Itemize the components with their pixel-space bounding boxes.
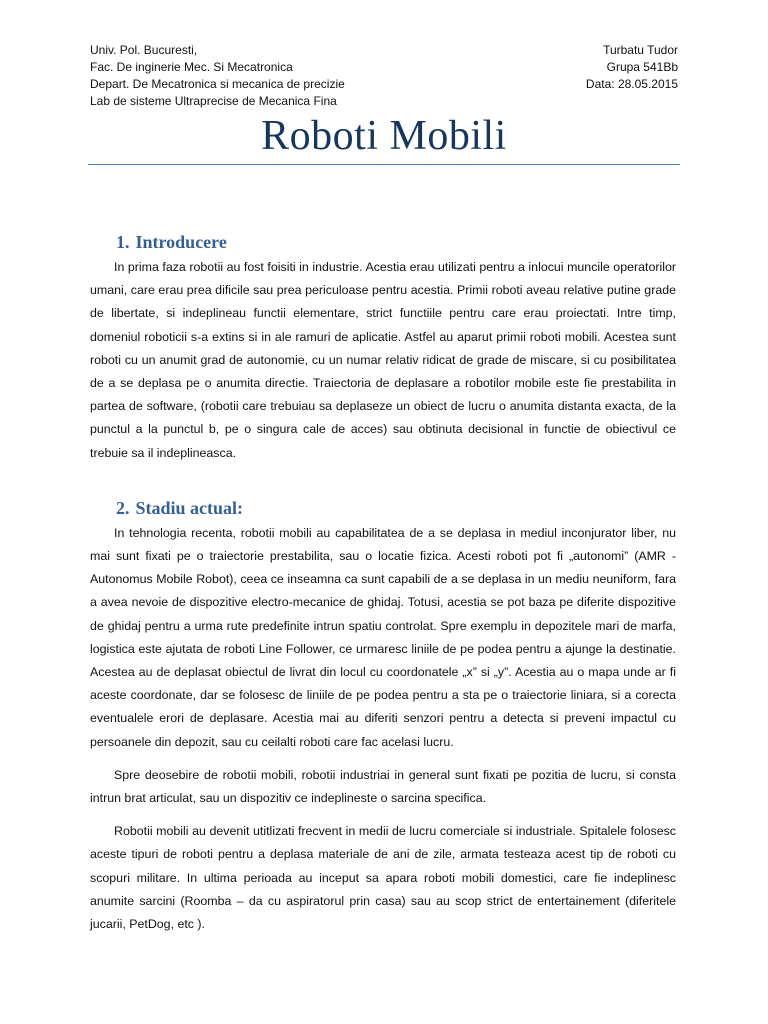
title-divider [88,164,680,165]
paragraph-spacer [90,754,676,764]
paragraph-spacer [90,810,676,820]
group-label: Grupa 541Bb [606,60,678,74]
section-heading-text: Stadiu actual: [135,497,244,518]
institution-line: Depart. De Mecatronica si mecanica de precizie [90,77,345,91]
author-name: Turbatu Tudor [603,43,678,57]
section-number: 2. [116,497,130,518]
institution-line: Lab de sisteme Ultraprecise de Mecanica Fina [90,94,337,108]
section-introducere [90,230,676,465]
paragraph: In prima faza robotii au fost foisiti in industrie. Acestia erau utilizati pentru a inlocui muncile operatorilor umani, care erau prea dificile sau prea periculoase pentru acestia. Primii roboti aveau relative putine grade de libertate, si indeplineau functii elementare, strict functiile pentru care erau proiectati. Intre timp, domeniul roboticii s-a extins si in ale ramuri de aplicatie. Astfel au aparut primii roboti mobili. Acestea sunt roboti cu un anumit grad de autonomie, cu un numar relativ ridicat de grade de miscare, si cu posibilitatea de a se deplasa pe o anumita directie. Traiectoria de deplasare a robotilor mobile este fie prestabilita in partea de software, (robotii care trebuiau sa deplaseze un obiect de lucru o anumita distanta exacta, de la punctul a la punctul b, pe o singura cale de acces) sau obtinuta decisional in functie de obiectivul ce trebuie sa il indeplineasca. [90,260,676,460]
section-heading-text: Introducere [135,232,227,252]
paragraph: Spre deosebire de robotii mobili, robotii industriai in general sunt fixati pe pozitia de lucru, si consta intrun brat articulat, sau un dispozitiv ce indeplineste o sarcina specifica. [90,767,676,806]
section-heading [116,496,676,520]
section-number: 1. [116,232,130,252]
date-label: Data: 28.05.2015 [585,77,678,91]
section-heading [116,230,676,254]
institution-line: Univ. Pol. Bucuresti, [90,43,198,57]
institution-line: Fac. De inginerie Mec. Si Mecatronica [90,60,293,74]
section-stadiu-actual [90,496,676,936]
paragraph: Robotii mobili au devenit utitlizati frecvent in medii de lucru comerciale si industriale. Spitalele folosesc aceste tipuri de roboti pentru a deplasa materiale de ani de zile, armata testeaza acest tip de roboti cu scopuri militare. In ultima perioada au inceput sa apara roboti mobili domestici, care fie indeplinesc anumite sarcini (Roomba – da cu aspiratorul prin casa) sau au scop strict de entertainement (diferitele jucarii, PetDog, etc ). [90,824,676,932]
document-body [90,230,676,936]
paragraph: In tehnologia recenta, robotii mobili au capabilitatea de a se deplasa in mediul inconjurator liber, nu mai sunt fixati pe o traiectorie prestabilita, sau o locatie fizica. Acesti roboti pot fi „autonomi” (AMR - Autonomus Mobile Robot), ceea ce inseamna ca sunt capabili de a se deplasa in un mediu neuniform, fara a avea nevoie de dispozitive electro-mecanice de ghidaj. Totusi, acestia se pot baza pe diferite dispozitive de ghidaj pentru a urma rute predefinite intrun spatiu controlat. Spre exemplu in depozitele mari de marfa, logistica este ajutata de roboti Line Follower, ce urmaresc liniile de pe podea pentru a ajunge la destinatie. Acestea au de deplasat obiectul de livrat din locul cu coordonatele „x” si „y”. Acestia au o mapa unde ar fi aceste coordonate, dar se folosesc de liniile de pe podea pentru a sta pe o traiectorie liniara, si a corecta eventualele erori de deplasare. Acestia mai au diferiti senzori pentru a detecta si preveni impactul cu persoanele din depozit, sau cu ceilalti roboti care fac acelasi lucru. [90,525,676,749]
institution-block [90,42,345,110]
author-block [586,42,678,93]
section-spacer [90,465,676,490]
document-title: Roboti Mobili [261,113,507,159]
